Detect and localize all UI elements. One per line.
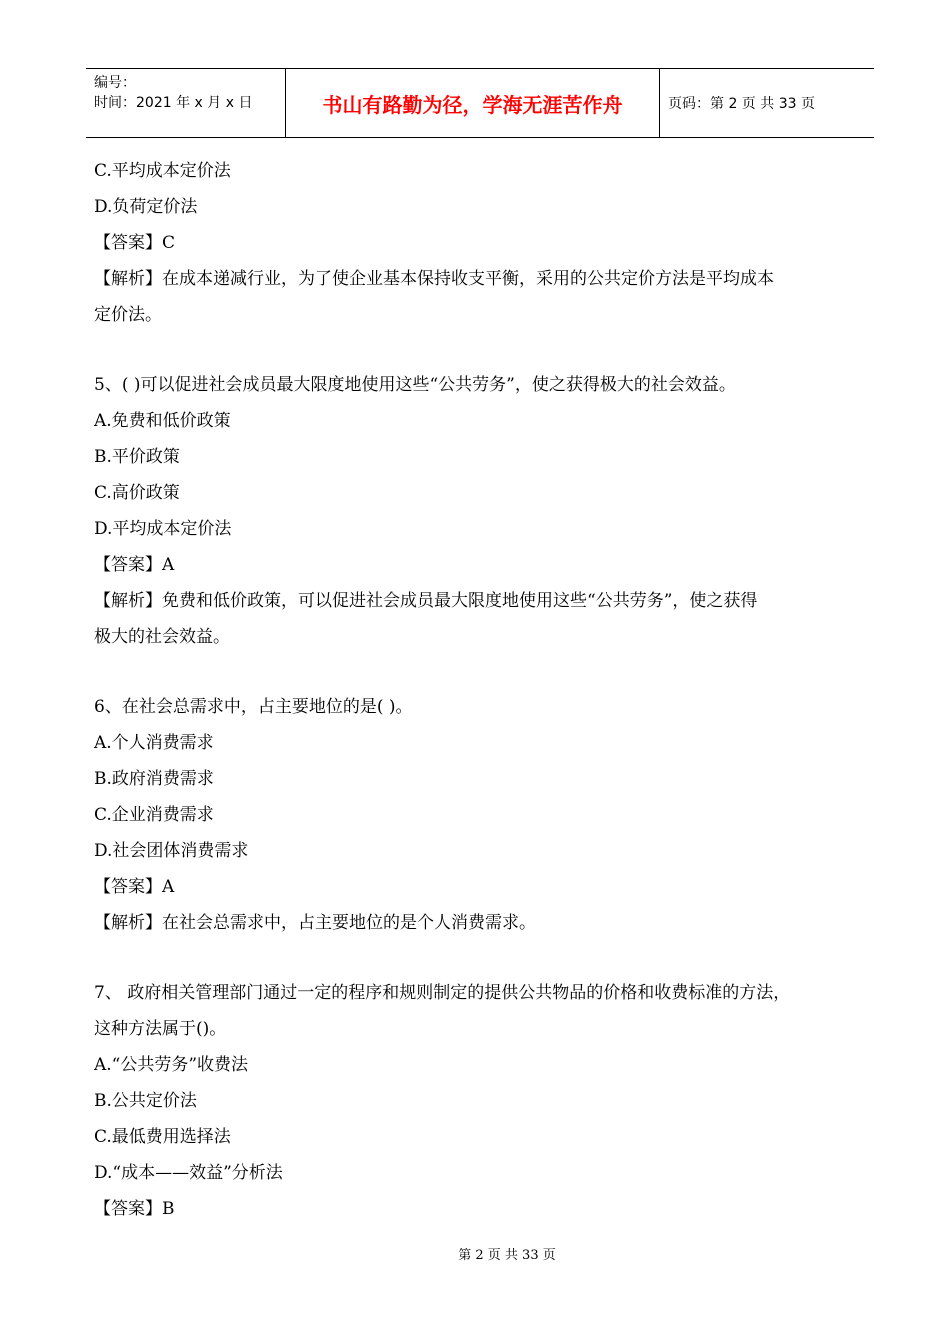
answer: 【答案】C bbox=[94, 233, 176, 253]
option-a: A.个人消费需求 bbox=[94, 733, 214, 753]
option-a: A.免费和低价政策 bbox=[94, 411, 231, 431]
option-a: A.“公共劳务”收费法 bbox=[94, 1055, 249, 1075]
page-header bbox=[86, 68, 874, 138]
option-d: D.平均成本定价法 bbox=[94, 519, 232, 539]
analysis-line: 极大的社会效益。 bbox=[94, 627, 230, 647]
answer: 【答案】A bbox=[94, 877, 175, 897]
header-motto: 书山有路勤为径，学海无涯苦作舟 bbox=[286, 69, 660, 137]
analysis-line: 定价法。 bbox=[94, 305, 162, 325]
analysis-line: 【解析】免费和低价政策，可以促进社会成员最大限度地使用这些“公共劳务”，使之获得 bbox=[94, 591, 758, 611]
header-meta bbox=[86, 69, 286, 137]
question-stem: 6、在社会总需求中，占主要地位的是( )。 bbox=[94, 697, 413, 717]
number-label: 编号： bbox=[94, 75, 136, 91]
option-c: C.企业消费需求 bbox=[94, 805, 214, 825]
question-stem: 5、( )可以促进社会成员最大限度地使用这些“公共劳务”，使之获得极大的社会效益。 bbox=[94, 375, 736, 395]
answer: 【答案】A bbox=[94, 555, 175, 575]
question-stem: 7、 政府相关管理部门通过一定的程序和规则制定的提供公共物品的价格和收费标准的方法， bbox=[94, 983, 791, 1003]
analysis-line: 【解析】在成本递减行业，为了使企业基本保持收支平衡，采用的公共定价方法是平均成本 bbox=[94, 269, 774, 289]
option-c: C.高价政策 bbox=[94, 483, 180, 503]
option-c: C.最低费用选择法 bbox=[94, 1127, 231, 1147]
option-b: B.政府消费需求 bbox=[94, 769, 214, 789]
option-d: D.负荷定价法 bbox=[94, 197, 198, 217]
header-page-label: 页码：第 2 页 共 33 页 bbox=[668, 96, 815, 112]
option-b: B.平价政策 bbox=[94, 447, 180, 467]
answer: 【答案】B bbox=[94, 1199, 175, 1219]
question-stem: 这种方法属于()。 bbox=[94, 1019, 227, 1039]
option-c: C.平均成本定价法 bbox=[94, 161, 231, 181]
analysis-line: 【解析】在社会总需求中，占主要地位的是个人消费需求。 bbox=[94, 913, 536, 933]
option-b: B.公共定价法 bbox=[94, 1091, 197, 1111]
option-d: D.“成本——效益”分析法 bbox=[94, 1163, 283, 1183]
document-body bbox=[94, 153, 874, 1227]
time-label: 时间：2021 年 x 月 x 日 bbox=[94, 95, 253, 111]
option-d: D.社会团体消费需求 bbox=[94, 841, 249, 861]
page-footer: 第 2 页 共 33 页 bbox=[458, 1248, 556, 1263]
